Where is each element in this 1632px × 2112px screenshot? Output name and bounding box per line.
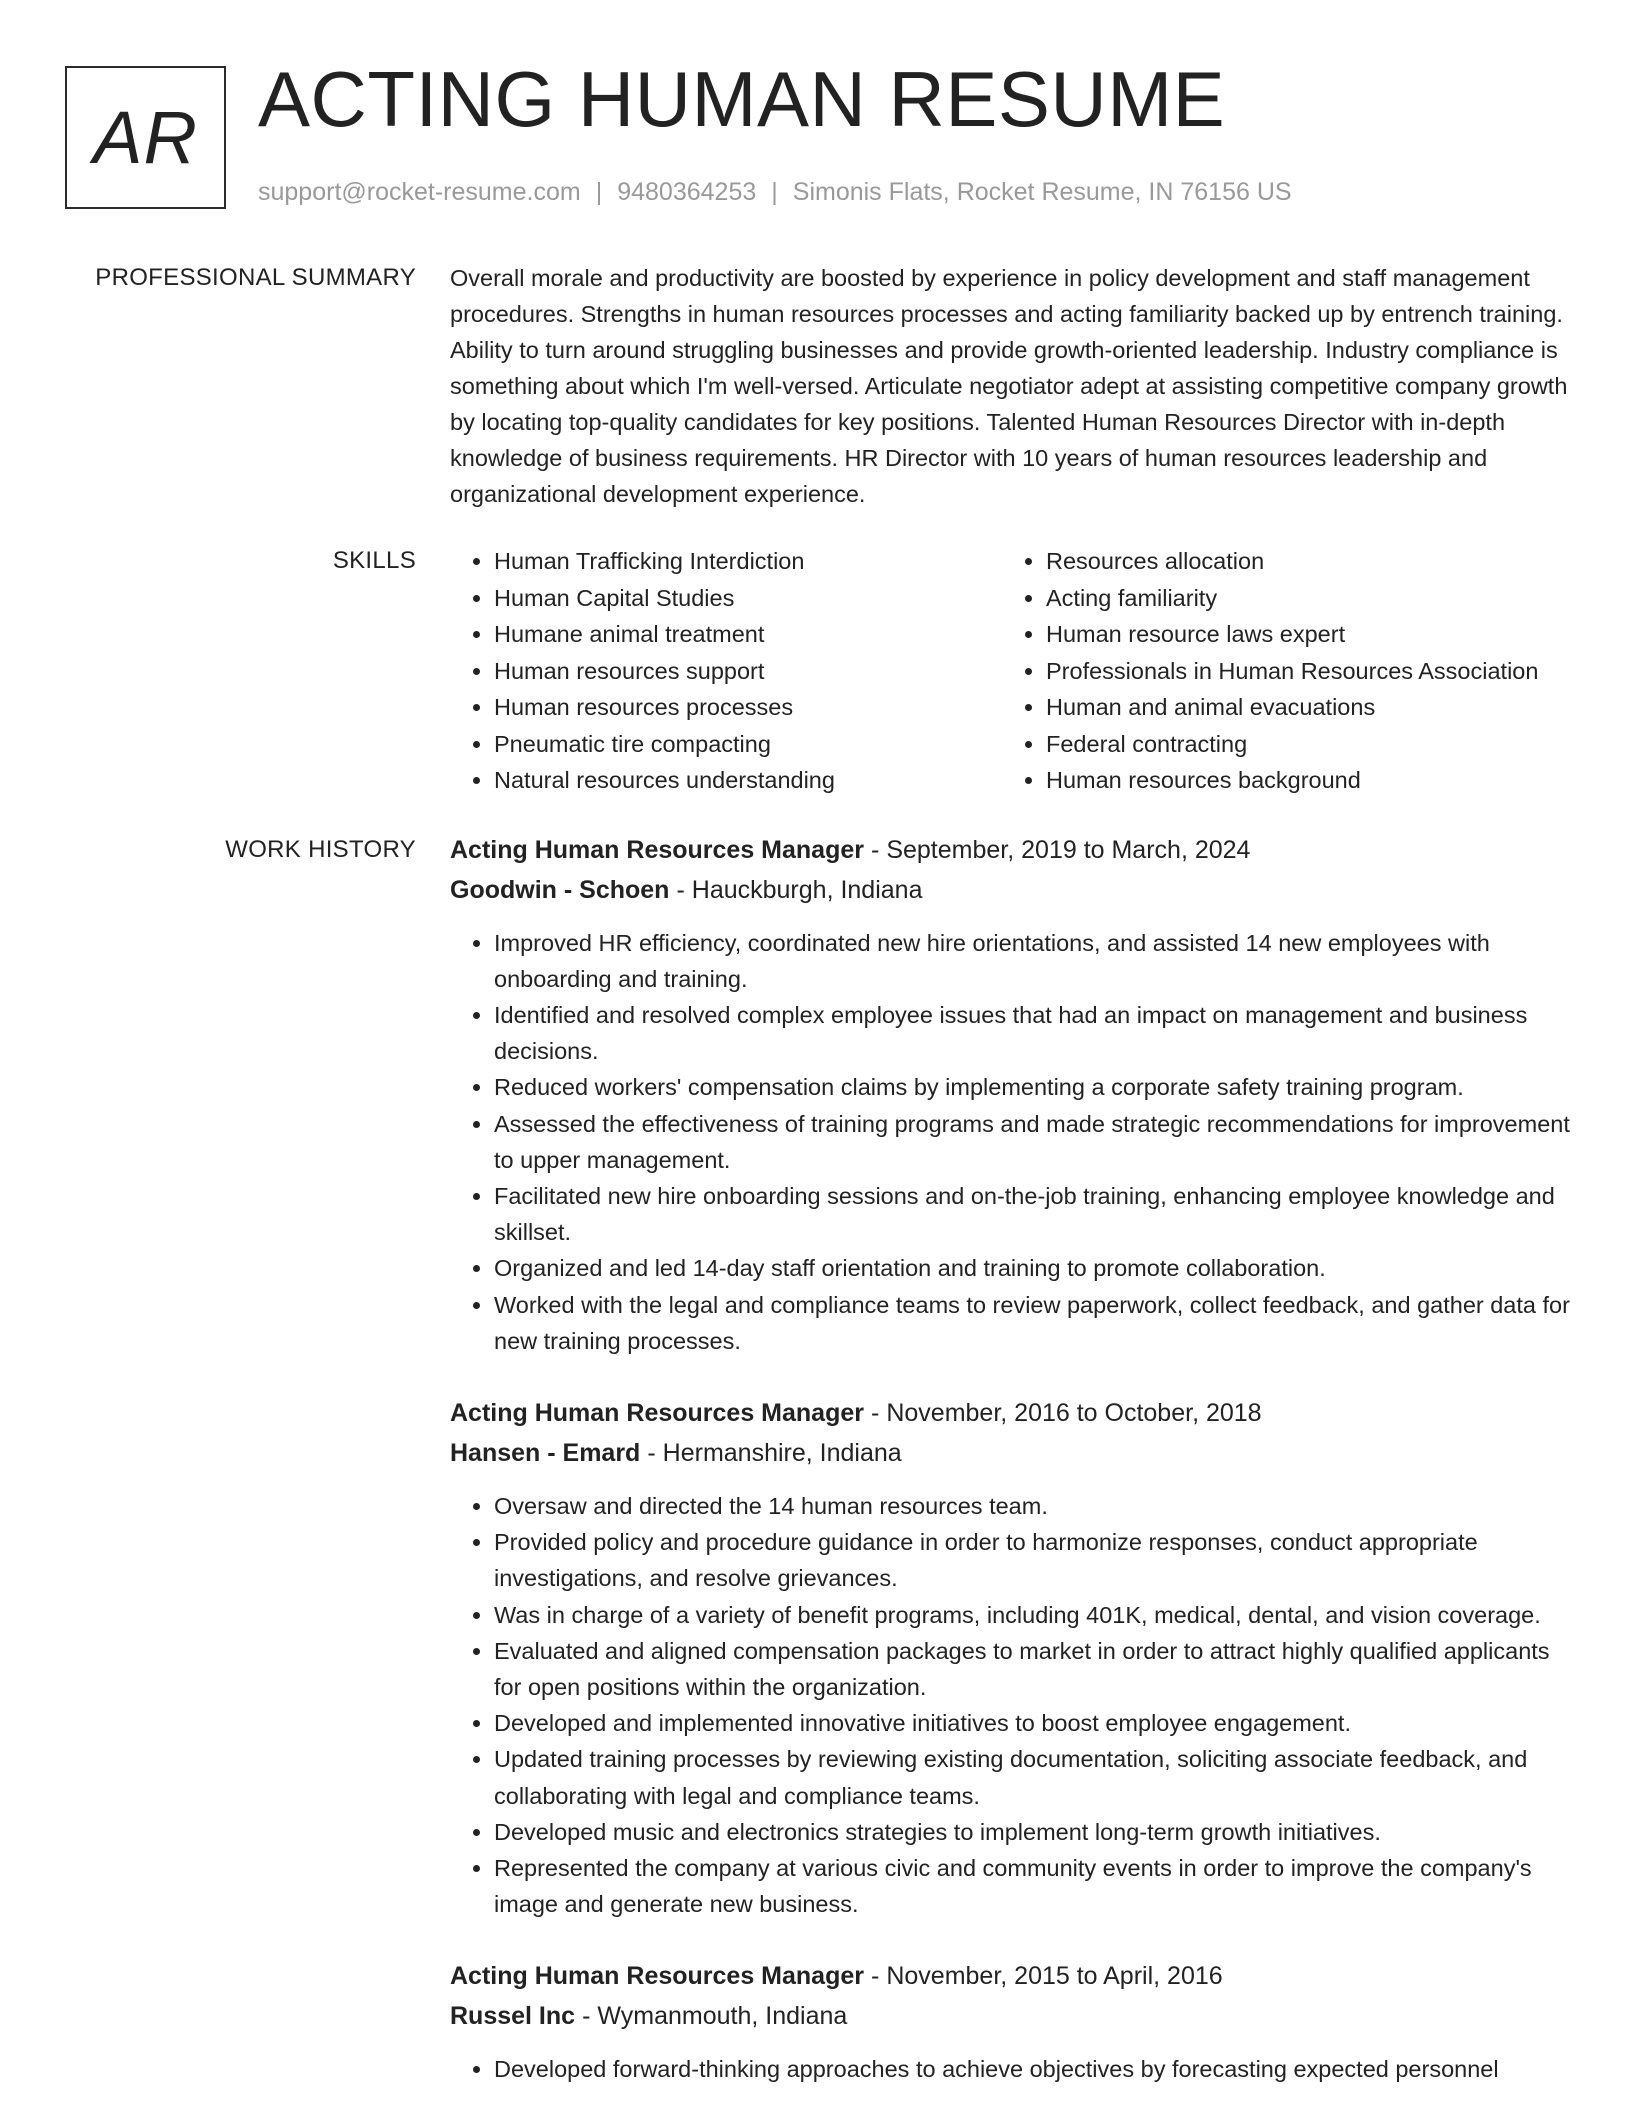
job-bullet-list <box>450 1488 1570 1922</box>
summary-heading: PROFESSIONAL SUMMARY <box>95 264 416 291</box>
skill-item: • Human resources background <box>1046 762 1570 799</box>
job-bullet: • Facilitated new hire onboarding sessions and on-the-job training, enhancing employee knowledge and skillset. <box>494 1178 1570 1250</box>
skills-list-column-2 <box>1002 543 1570 799</box>
job-bullet-list <box>450 925 1570 1359</box>
job-title-line <box>450 1956 1570 1996</box>
skills-heading: SKILLS <box>332 547 416 574</box>
job-bullet: • Represented the company at various civic and community events in order to improve the company's image and generate new business. <box>494 1850 1570 1922</box>
job-separator: - <box>647 1438 656 1467</box>
job-bullet-list <box>450 2051 1570 2087</box>
job-bullet: • Improved HR efficiency, coordinated new hire orientations, and assisted 14 new employees with onboarding and training. <box>494 925 1570 997</box>
contact-line <box>258 175 1292 209</box>
skill-item: • Humane animal treatment <box>494 616 1002 653</box>
contact-separator: | <box>771 178 778 206</box>
skill-item: • Pneumatic tire compacting <box>494 726 1002 763</box>
job-bullet: • Reduced workers' compensation claims by implementing a corporate safety training program. <box>494 1069 1570 1105</box>
skill-item: • Human Trafficking Interdiction <box>494 543 1002 580</box>
skill-item: • Human Capital Studies <box>494 580 1002 617</box>
summary-text: Overall morale and productivity are boosted by experience in policy development and staff management procedures. Strengths in human resources processes and acting familiarity backed up by entrench training. Ability to turn around struggling businesses and provide growth-oriented leadership. Industry compliance is something about which I'm well-versed. Articulate negotiator adept at assisting competitive company growth by locating top-quality candidates for key positions. Talented Human Resources Director with in-depth knowledge of business requirements. HR Director with 10 years of human resources leadership and organizational development experience. <box>450 265 1568 507</box>
skill-item: • Professionals in Human Resources Association <box>1046 653 1570 690</box>
skill-item: • Acting familiarity <box>1046 580 1570 617</box>
job-title-line <box>450 1393 1570 1433</box>
job-company-line <box>450 1433 1570 1474</box>
job-bullet: • Oversaw and directed the 14 human resources team. <box>494 1488 1570 1524</box>
job-dates: November, 2016 to October, 2018 <box>886 1398 1262 1427</box>
resume-title: ACTING HUMAN RESUME <box>258 55 1226 143</box>
skill-item: • Natural resources understanding <box>494 762 1002 799</box>
job-separator: - <box>582 2002 591 2031</box>
job-entry <box>450 1956 1570 2087</box>
contact-address: Simonis Flats, Rocket Resume, IN 76156 US <box>792 178 1292 206</box>
job-separator: - <box>871 1398 880 1427</box>
job-bullet: • Organized and led 14-day staff orientation and training to promote collaboration. <box>494 1250 1570 1286</box>
job-title: Acting Human Resources Manager <box>450 1962 864 1991</box>
job-company: Russel Inc <box>450 2002 576 2031</box>
job-bullet: • Assessed the effectiveness of training programs and made strategic recommendations for improvement to upper management. <box>494 1106 1570 1178</box>
job-bullet: • Evaluated and aligned compensation packages to market in order to attract highly qualified applicants for open positions within the organization. <box>494 1633 1570 1705</box>
job-separator: - <box>871 835 880 864</box>
skill-item: • Resources allocation <box>1046 543 1570 580</box>
job-bullet: • Updated training processes by reviewing existing documentation, soliciting associate feedback, and collaborating with legal and compliance teams. <box>494 1741 1570 1813</box>
job-location: Hauckburgh, Indiana <box>691 875 923 904</box>
job-bullet: • Worked with the legal and compliance teams to review paperwork, collect feedback, and gather data for new training processes. <box>494 1287 1570 1359</box>
contact-phone: 9480364253 <box>617 178 757 206</box>
job-company: Hansen - Emard <box>450 1438 641 1467</box>
job-separator: - <box>676 875 685 904</box>
contact-separator: | <box>595 178 603 206</box>
skill-item: • Human and animal evacuations <box>1046 689 1570 726</box>
job-company: Goodwin - Schoen <box>450 875 670 904</box>
job-bullet: • Developed music and electronics strategies to implement long-term growth initiatives. <box>494 1814 1570 1850</box>
job-title: Acting Human Resources Manager <box>450 835 864 864</box>
job-bullet: • Provided policy and procedure guidance in order to harmonize responses, conduct appropriate investigations, and resolve grievances. <box>494 1524 1570 1596</box>
job-entry <box>450 1393 1570 1922</box>
job-dates: November, 2015 to April, 2016 <box>886 1962 1223 1991</box>
job-bullet: • Was in charge of a variety of benefit programs, including 401K, medical, dental, and vision coverage. <box>494 1597 1570 1633</box>
monogram-initials: AR <box>93 96 198 179</box>
job-separator: - <box>871 1962 880 1991</box>
job-title-line <box>450 830 1570 870</box>
job-list <box>450 830 1570 2112</box>
job-bullet: • Developed and implemented innovative initiatives to boost employee engagement. <box>494 1705 1570 1741</box>
job-dates: September, 2019 to March, 2024 <box>886 835 1251 864</box>
skill-item: • Federal contracting <box>1046 726 1570 763</box>
job-company-line <box>450 870 1570 911</box>
skills-grid <box>450 543 1570 799</box>
contact-email: support@rocket-resume.com <box>258 178 581 206</box>
work-history-heading: WORK HISTORY <box>225 835 416 863</box>
skill-item: • Human resource laws expert <box>1046 616 1570 653</box>
job-entry <box>450 830 1570 1359</box>
job-location: Wymanmouth, Indiana <box>597 2002 848 2031</box>
job-bullet: • Developed forward-thinking approaches to achieve objectives by forecasting expected personnel <box>494 2051 1570 2087</box>
skill-item: • Human resources processes <box>494 689 1002 726</box>
skills-list-column-1 <box>450 543 1002 799</box>
summary-section <box>65 260 1570 512</box>
skills-section <box>65 543 1570 799</box>
job-company-line <box>450 1996 1570 2037</box>
resume-body <box>65 260 1570 2112</box>
skill-item: • Human resources support <box>494 653 1002 690</box>
job-title: Acting Human Resources Manager <box>450 1398 864 1427</box>
monogram-box <box>65 66 226 209</box>
job-location: Hermanshire, Indiana <box>662 1438 902 1467</box>
work-history-section <box>65 830 1570 2112</box>
job-bullet: • Identified and resolved complex employee issues that had an impact on management and business decisions. <box>494 997 1570 1069</box>
